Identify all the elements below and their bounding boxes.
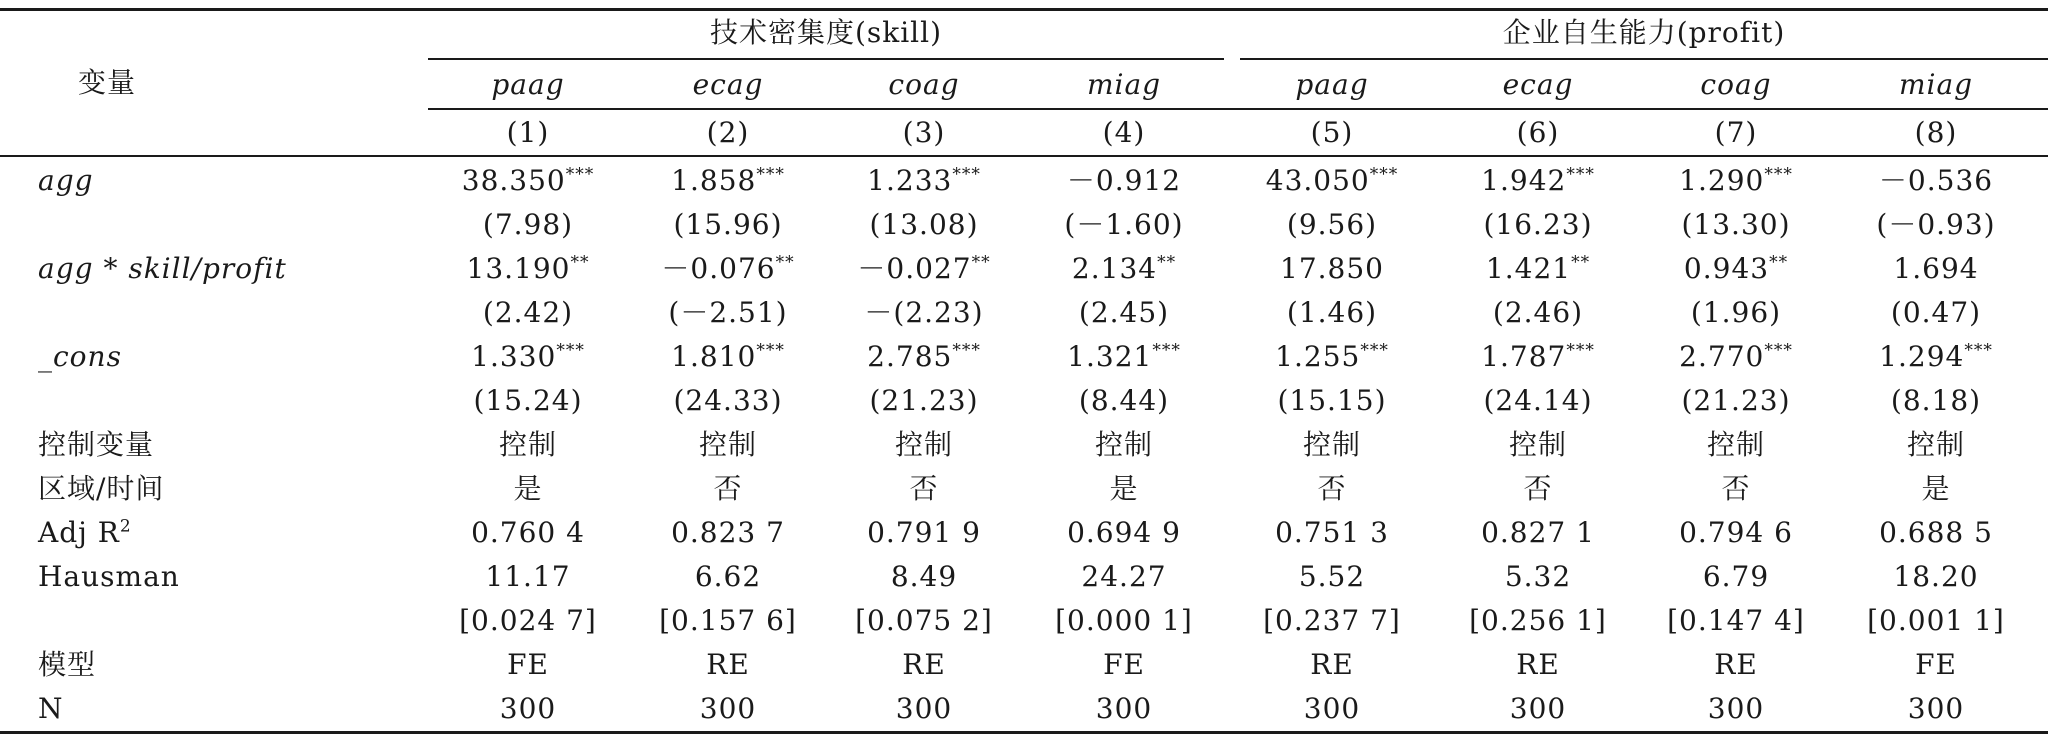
row-label-text: Adj R [38,516,120,549]
table-cell [1679,516,1793,550]
table-cell [473,384,582,418]
group-header-profit: 企业自生能力(profit) [1502,16,1786,49]
table-cell [471,516,585,550]
table-cell [513,472,542,506]
table-cell [1708,692,1764,726]
table-cell [867,164,981,198]
row-label-text: _cons [38,340,122,373]
cell-value: RE [1714,648,1758,681]
table-cell [459,604,597,638]
cell-value: 否 [909,472,939,505]
cell-value: RE [1516,648,1560,681]
cell-value: －0.027 [857,252,972,285]
row-label-text: agg [38,164,94,197]
table-cell [462,164,594,198]
cell-value: (1.96) [1690,296,1782,329]
cell-value: (13.30) [1681,208,1791,241]
table-cell [1703,560,1769,594]
table-cell [1095,428,1153,462]
cell-value: 1.694 [1893,252,1979,285]
table-cell [1081,560,1166,594]
table-cell [1879,164,1993,198]
significance-stars: ** [775,252,795,273]
row-label [38,252,287,286]
row-label-text: 控制变量 [38,428,155,461]
table-cell [1867,604,2005,638]
table-cell [1915,648,1957,682]
table-cell [1079,384,1169,418]
table-cell [500,692,556,726]
row-label-text: Hausman [38,560,180,593]
column-number: (7) [1714,116,1758,149]
table-cell [1876,208,1995,242]
cell-value: 6.79 [1702,560,1770,593]
table-cell [1721,472,1750,506]
column-number: (8) [1914,116,1958,149]
column-number: (4) [1102,116,1146,149]
significance-stars: *** [1964,340,1993,361]
cell-value: 1.321 [1067,340,1153,373]
significance-stars: *** [1566,164,1595,185]
cell-value: 0.794 6 [1679,516,1793,549]
significance-stars: ** [1571,252,1591,273]
cell-value: 控制 [1906,428,1966,461]
table-cell [659,604,797,638]
table-cell [891,560,957,594]
table-cell [1493,296,1583,330]
table-cell [1891,384,1981,418]
cell-value: (9.56) [1286,208,1378,241]
cell-value: 0.827 1 [1481,516,1595,549]
significance-stars: ** [1157,252,1177,273]
column-header: miag [1898,68,1974,101]
cell-value: 0.823 7 [671,516,785,549]
group2-underline [1240,58,2048,60]
table-cell [1481,164,1595,198]
cell-value: (8.18) [1890,384,1982,417]
table-cell [1523,472,1552,506]
table-cell [1067,516,1181,550]
table-cell [1096,692,1152,726]
cell-value: 18.20 [1893,560,1979,593]
table-cell [1103,648,1145,682]
table-cell [1277,384,1386,418]
cell-value: 2.770 [1679,340,1765,373]
cell-value: 1.942 [1481,164,1567,197]
significance-stars: *** [952,164,981,185]
cell-value: 控制 [498,428,558,461]
table-cell [1067,340,1181,374]
table-cell [1483,384,1592,418]
cell-value: RE [706,648,750,681]
cell-value: 17.850 [1280,252,1384,285]
cell-value: 1.787 [1481,340,1567,373]
cell-value: 0.688 5 [1879,516,1993,549]
cell-value: [0.000 1] [1055,604,1193,637]
cell-value: 24.27 [1081,560,1167,593]
table-cell [1681,384,1790,418]
column-number: (1) [506,116,550,149]
cell-value: (15.24) [473,384,583,417]
cell-value: (15.96) [673,208,783,241]
row-label [38,648,96,682]
cell-value: 38.350 [461,164,566,197]
cell-value: (15.15) [1277,384,1387,417]
column-number: (3) [902,116,946,149]
table-cell [1280,252,1384,286]
cell-value: 300 [1095,692,1153,725]
table-cell [1287,208,1377,242]
table-cell [1310,648,1354,682]
table-cell [671,340,785,374]
cell-value: RE [902,648,946,681]
cell-value: (13.08) [869,208,979,241]
cell-value: 1.858 [671,164,757,197]
cell-value: 6.62 [694,560,762,593]
table-cell [1486,252,1590,286]
table-cell [1481,340,1595,374]
cell-value: 5.52 [1298,560,1366,593]
cell-value: 否 [1721,472,1751,505]
table-cell [1707,428,1765,462]
table-cell [869,384,978,418]
cell-value: [0.147 4] [1667,604,1805,637]
table-cell [700,692,756,726]
cell-value: [0.024 7] [459,604,597,637]
cell-value: 否 [713,472,743,505]
table-cell [1510,692,1566,726]
table-cell [867,516,981,550]
cell-value: 300 [1707,692,1765,725]
table-cell [706,648,750,682]
table-cell [1079,296,1169,330]
cell-value: 0.694 9 [1067,516,1181,549]
table-cell [1299,560,1365,594]
cell-value: (16.23) [1483,208,1593,241]
table-cell [1684,252,1788,286]
row-label [38,164,94,198]
table-cell [1275,516,1389,550]
table-cell [471,340,585,374]
table-cell [1505,560,1571,594]
group1-underline [428,58,1224,60]
cell-value: 控制 [894,428,954,461]
column-header: miag [1086,68,1162,101]
cell-value: 300 [1509,692,1567,725]
table-cell [869,208,978,242]
table-cell [671,164,785,198]
table-cell [713,472,742,506]
significance-stars: *** [556,340,585,361]
cell-value: (－1.60) [1064,208,1184,241]
cell-value: 0.751 3 [1275,516,1389,549]
table-cell [1317,472,1346,506]
table-cell [867,340,981,374]
table-cell [1908,692,1964,726]
row-label-text: agg * skill/profit [38,252,287,285]
column-header: coag [1700,68,1772,101]
cell-value: 300 [1907,692,1965,725]
cell-value: 1.290 [1679,164,1765,197]
cell-value: －0.076 [661,252,776,285]
row-label-superscript: 2 [119,516,132,537]
table-cell [896,692,952,726]
table-cell [1067,164,1181,198]
table-cell [1469,604,1607,638]
table-cell [855,604,993,638]
cell-value: 控制 [698,428,758,461]
table-cell [1681,208,1790,242]
cell-value: (24.14) [1483,384,1593,417]
cell-value: 是 [513,472,543,505]
row-label [38,560,180,594]
cell-value: －0.536 [1878,164,1994,197]
cell-value: FE [1915,648,1957,681]
column-header: ecag [692,68,764,101]
table-cell [1266,164,1398,198]
cell-value: (8.44) [1078,384,1170,417]
table-cell [483,208,573,242]
row-label [38,340,122,374]
table-cell [895,428,953,462]
cell-value: (1.46) [1286,296,1378,329]
top-rule [0,8,2048,11]
table-cell [1879,516,1993,550]
cell-value: 43.050 [1265,164,1370,197]
significance-stars: *** [1369,164,1399,185]
cell-value: (－0.93) [1876,208,1996,241]
cell-value: 8.49 [890,560,958,593]
table-cell [1109,472,1138,506]
cell-value: 300 [699,692,757,725]
significance-stars: *** [952,340,981,361]
table-cell [1691,296,1781,330]
cell-value: 300 [499,692,557,725]
table-cell [1879,340,1993,374]
table-cell [467,252,590,286]
table-cell [699,428,757,462]
cell-value: 300 [895,692,953,725]
row-label-text: N [38,692,64,725]
cell-value: [0.237 7] [1263,604,1401,637]
cell-value: 1.330 [471,340,557,373]
row-label-text: 区域/时间 [38,472,165,505]
table-cell [1679,164,1793,198]
cell-value: 1.294 [1879,340,1965,373]
significance-stars: *** [1764,340,1793,361]
row-label [38,428,154,462]
table-cell [1483,208,1592,242]
cell-value: 13.190 [466,252,571,285]
column-header-underline [428,108,2048,110]
cell-value: 2.785 [867,340,953,373]
cell-value: 是 [1921,472,1951,505]
cell-value: 1.810 [671,340,757,373]
table-cell [902,648,946,682]
table-cell [1893,252,1978,286]
significance-stars: *** [1360,340,1389,361]
table-cell [671,516,785,550]
cell-value: [0.256 1] [1469,604,1607,637]
table-cell [1714,648,1758,682]
row-label [38,516,132,550]
cell-value: 控制 [1302,428,1362,461]
table-cell [1667,604,1805,638]
table-cell [673,384,782,418]
significance-stars: *** [756,164,785,185]
cell-value: 控制 [1094,428,1154,461]
table-cell [1287,296,1377,330]
cell-value: (2.46) [1492,296,1584,329]
table-cell [909,472,938,506]
table-cell [1064,208,1183,242]
table-cell [661,252,794,286]
significance-stars: *** [1152,340,1181,361]
table-cell [1679,340,1793,374]
cell-value: 1.421 [1485,252,1572,285]
table-cell [857,252,990,286]
significance-stars: ** [570,252,590,273]
row-label [38,692,64,726]
cell-value: 2.134 [1071,252,1158,285]
table-cell [1893,560,1978,594]
column-header: paag [491,68,565,101]
table-cell [483,296,573,330]
variable-header: 变量 [78,66,137,99]
bottom-rule [0,731,2048,734]
cell-value: 否 [1317,472,1347,505]
table-cell [1891,296,1981,330]
cell-value: 1.255 [1275,340,1361,373]
cell-value: FE [507,648,549,681]
cell-value: (－2.51) [668,296,788,329]
cell-value: 0.943 [1683,252,1770,285]
column-number: (2) [706,116,750,149]
cell-value: FE [1103,648,1145,681]
table-cell [1509,428,1567,462]
table-cell [1921,472,1950,506]
table-cell [1072,252,1176,286]
cell-value: [0.075 2] [855,604,993,637]
table-cell [1304,692,1360,726]
cell-value: (24.33) [673,384,783,417]
cell-value: 300 [1303,692,1361,725]
significance-stars: *** [565,164,595,185]
cell-value: 0.791 9 [867,516,981,549]
column-header: paag [1295,68,1369,101]
column-number: (5) [1310,116,1354,149]
table-cell [507,648,549,682]
cell-value: [0.001 1] [1867,604,2005,637]
table-cell [1275,340,1389,374]
cell-value: 1.233 [867,164,953,197]
column-header: ecag [1502,68,1574,101]
table-cell [485,560,570,594]
significance-stars: *** [756,340,785,361]
significance-stars: ** [971,252,991,273]
cell-value: －0.912 [1066,164,1182,197]
significance-stars: ** [1769,252,1789,273]
cell-value: －(2.23) [864,296,984,329]
table-cell [695,560,761,594]
table-cell [668,296,787,330]
table-cell [1303,428,1361,462]
cell-value: (0.47) [1890,296,1982,329]
cell-value: (21.23) [1681,384,1791,417]
table-cell [499,428,557,462]
table-cell [1516,648,1560,682]
row-label [38,472,164,506]
column-header: coag [888,68,960,101]
cell-value: (2.45) [1078,296,1170,329]
table-cell [1055,604,1193,638]
header-rule [0,155,2048,157]
cell-value: 11.17 [485,560,571,593]
group-header-skill: 技术密集度(skill) [709,16,943,49]
cell-value: 0.760 4 [471,516,585,549]
cell-value: 控制 [1706,428,1766,461]
table-cell [1263,604,1401,638]
row-label-text: 模型 [38,648,97,681]
cell-value: RE [1310,648,1354,681]
significance-stars: *** [1764,164,1793,185]
cell-value: 否 [1523,472,1553,505]
table-cell [864,296,983,330]
cell-value: (21.23) [869,384,979,417]
table-cell [1481,516,1595,550]
column-number: (6) [1516,116,1560,149]
cell-value: (7.98) [482,208,574,241]
significance-stars: *** [1566,340,1595,361]
cell-value: [0.157 6] [659,604,797,637]
table-cell [673,208,782,242]
cell-value: 控制 [1508,428,1568,461]
cell-value: 是 [1109,472,1139,505]
table-cell [1907,428,1965,462]
cell-value: (2.42) [482,296,574,329]
cell-value: 5.32 [1504,560,1572,593]
